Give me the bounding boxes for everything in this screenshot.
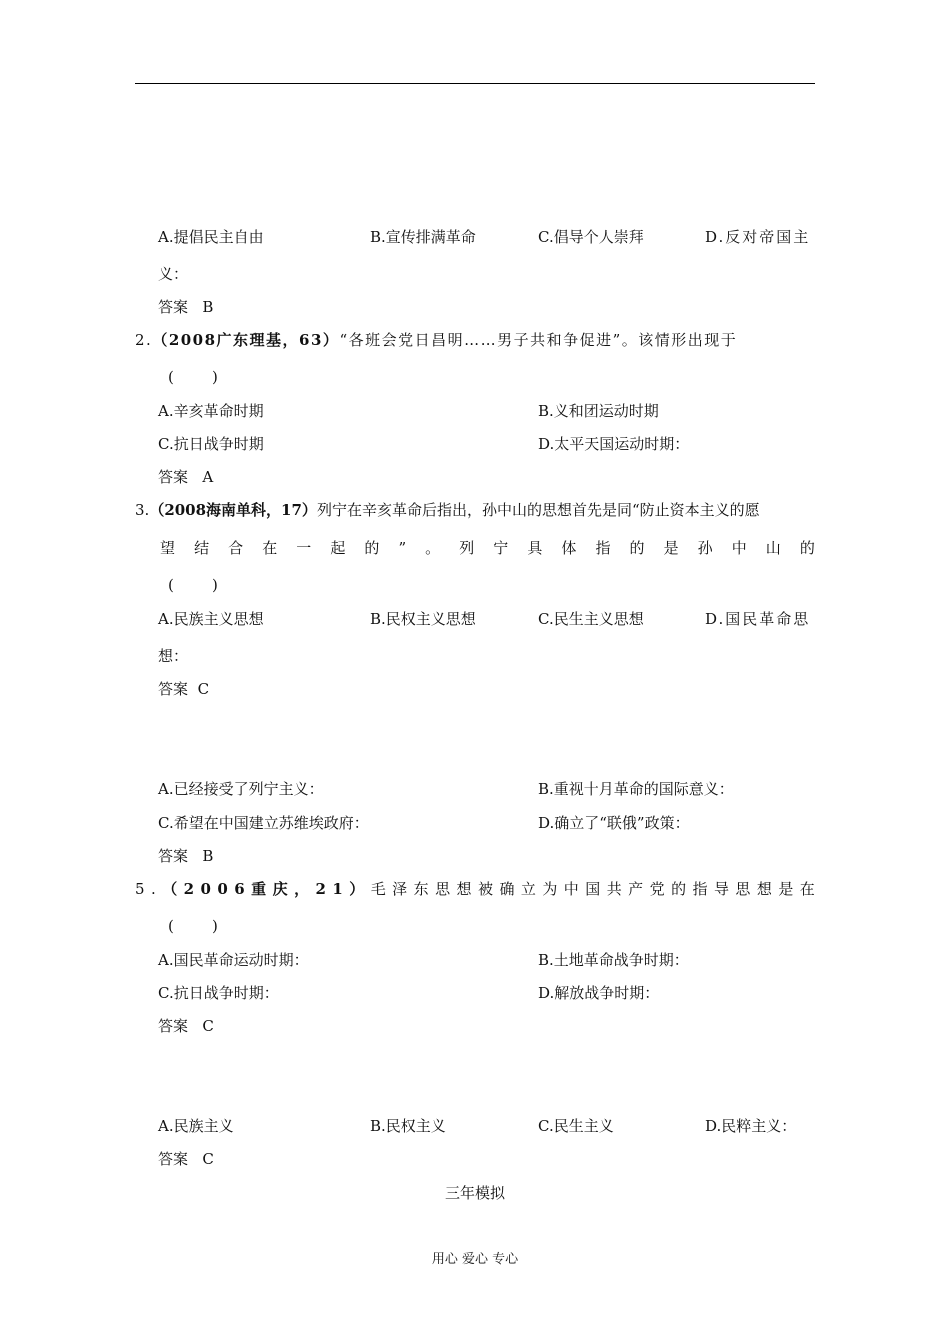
stem-char: 想 [456, 880, 472, 898]
q3-option-d: D.国民革命思 [705, 610, 811, 628]
q6-option-b: B.民权主义 [370, 1117, 446, 1135]
stem-char: 指 [595, 539, 611, 557]
stem-char: 的 [671, 880, 687, 898]
answer-value: C [202, 1150, 214, 1168]
question-text: “各班会党日昌明……男子共和争促进”。该情形出现于 [339, 331, 738, 349]
answer-value: B [202, 298, 214, 316]
answer-value: B [202, 847, 214, 865]
stem-char: 导 [713, 880, 729, 898]
q5-answer-bracket: ( ) [168, 917, 218, 935]
q6-option-c: C.民生主义 [538, 1117, 614, 1135]
q6-option-d: D.民粹主义： [705, 1117, 797, 1135]
q2-stem [135, 330, 737, 350]
q2-answer-bracket: ( ) [168, 368, 218, 386]
stem-char: 在 [799, 880, 815, 898]
answer-value: C [197, 680, 210, 698]
question-source: （2008广东理基，63） [152, 331, 340, 349]
answer-label: 答案 [158, 1150, 189, 1168]
answer-label: 答案 [158, 1017, 189, 1035]
q5-option-c: C.抗日战争时期： [158, 984, 279, 1002]
stem-char: 结 [194, 539, 210, 557]
stem-char: 东 [413, 880, 429, 898]
q1-option-b: B.宣传排满革命 [370, 228, 476, 246]
stem-char: 为 [542, 880, 558, 898]
stem-char: 是 [778, 880, 794, 898]
stem-char: 望 [160, 539, 176, 557]
stem-char: 中 [731, 539, 747, 557]
stem-char: 是 [663, 539, 679, 557]
q3-answer [158, 679, 209, 699]
question-source-char: 重 [251, 880, 267, 898]
question-source-char: 0 [200, 880, 211, 898]
q3-answer-bracket: ( ) [168, 576, 218, 594]
q6-option-a: A.民族主义 [158, 1117, 234, 1135]
q5-option-a: A.国民革命运动时期： [158, 951, 309, 969]
q1-option-d: D.反对帝国主 [705, 228, 811, 246]
stem-char: 国 [585, 880, 601, 898]
q1-option-wrap: 义： [158, 265, 189, 283]
question-source-char: 6 [234, 880, 245, 898]
q5-stem [135, 879, 815, 899]
stem-char: 思 [735, 880, 751, 898]
answer-label: 答案 [158, 847, 189, 865]
q3-option-a: A.民族主义思想 [158, 610, 264, 628]
q2-option-a: A.辛亥革命时期 [158, 402, 264, 420]
q2-option-d: D.太平天国运动时期： [538, 435, 690, 453]
stem-char: 宁 [493, 539, 509, 557]
stem-char: 泽 [392, 880, 408, 898]
q1-option-c: C.倡导个人崇拜 [538, 228, 644, 246]
question-number: 2. [135, 331, 153, 349]
q2-option-c: C.抗日战争时期 [158, 435, 264, 453]
answer-label: 答案 [158, 468, 189, 486]
question-source-char: ， [294, 880, 310, 898]
stem-char: 思 [435, 880, 451, 898]
q5-option-d: D.解放战争时期： [538, 984, 660, 1002]
q2-option-b: B.义和团运动时期 [538, 402, 659, 420]
question-source-char: （ [162, 880, 178, 898]
stem-char: 在 [262, 539, 278, 557]
section-title: 三年模拟 [444, 1184, 505, 1202]
q5-option-b: B.土地革命战争时期： [538, 951, 689, 969]
stem-char: 立 [520, 880, 536, 898]
q3-option-wrap: 想： [158, 647, 189, 665]
q3-stem [135, 500, 760, 520]
stem-char: 中 [563, 880, 579, 898]
header-rule [135, 83, 815, 84]
stem-char: 一 [296, 539, 312, 557]
page-footer: 用心 爱心 专心 [431, 1252, 519, 1267]
question-number: 5 [135, 880, 145, 898]
question-source-char: 0 [217, 880, 228, 898]
q3-option-b: B.民权主义思想 [370, 610, 476, 628]
q3-stem-line2 [160, 538, 815, 558]
stem-char: 列 [459, 539, 475, 557]
question-source-char: 1 [332, 880, 343, 898]
stem-char: 指 [692, 880, 708, 898]
stem-char: 。 [425, 539, 441, 557]
stem-char: 合 [228, 539, 244, 557]
question-source: （2008海南单科，17） [149, 501, 317, 519]
q4-answer [158, 846, 213, 866]
stem-char: 确 [499, 880, 515, 898]
q5-answer [158, 1016, 214, 1036]
question-number: . [150, 880, 156, 898]
stem-char: 想 [756, 880, 772, 898]
stem-char: 共 [606, 880, 622, 898]
stem-char: 的 [364, 539, 380, 557]
stem-char: 山 [765, 539, 781, 557]
answer-value: A [202, 468, 214, 486]
q3-option-c: C.民生主义思想 [538, 610, 644, 628]
stem-char: 具 [527, 539, 543, 557]
q1-option-a: A.提倡民主自由 [158, 228, 264, 246]
q1-answer [158, 297, 213, 317]
question-text: 列宁在辛亥革命后指出，孙中山的思想首先是同“防止资本主义的愿 [316, 501, 760, 519]
question-source-char: 2 [315, 880, 326, 898]
question-source-char: 2 [183, 880, 195, 898]
answer-label: 答案 [158, 680, 189, 698]
stem-char: 党 [649, 880, 665, 898]
stem-char: 起 [330, 539, 346, 557]
stem-char: 产 [628, 880, 644, 898]
stem-char: 的 [629, 539, 645, 557]
answer-label: 答案 [158, 298, 189, 316]
stem-char: ” [398, 539, 407, 557]
stem-char: 的 [799, 539, 815, 557]
stem-char: 毛 [370, 880, 386, 898]
q4-option-d: D.确立了“联俄”政策： [538, 814, 690, 832]
q4-option-a: A.已经接受了列宁主义： [158, 780, 324, 798]
question-number: 3. [135, 501, 150, 519]
answer-value: C [202, 1017, 214, 1035]
q4-option-b: B.重视十月革命的国际意义： [538, 780, 734, 798]
stem-char: 孙 [697, 539, 713, 557]
stem-char: 被 [477, 880, 493, 898]
question-source-char: 庆 [272, 880, 288, 898]
q6-answer [158, 1149, 214, 1169]
question-source-char: ） [349, 880, 365, 898]
stem-char: 体 [561, 539, 577, 557]
q4-option-c: C.希望在中国建立苏维埃政府： [158, 814, 369, 832]
q2-answer [158, 467, 213, 487]
